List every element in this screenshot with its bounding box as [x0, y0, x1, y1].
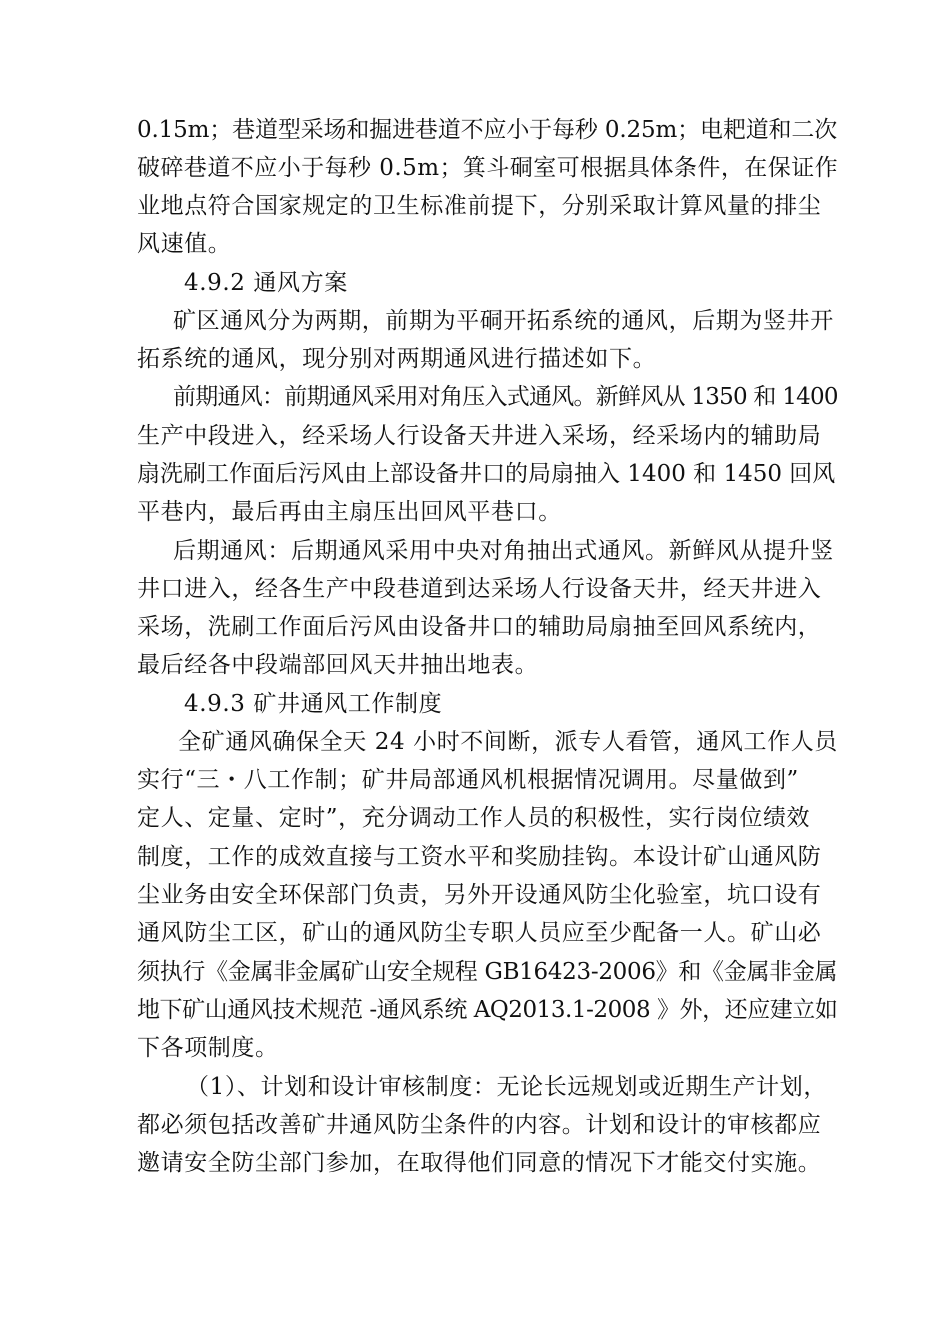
system-line-5: 尘业务由安全环保部门负责，另外开设通风防尘化验室，坑口设有	[137, 882, 822, 908]
system-line-4: 制度，工作的成效直接与工资水平和奖励挂钩。本设计矿山通风防	[137, 844, 822, 870]
overview-line-1: 矿区通风分为两期，前期为平硐开拓系统的通风，后期为竖井开	[173, 308, 834, 334]
late-ventilation-line-3: 采场，洗刷工作面后污风由设备井口的辅助局扇抽至回风系统内，	[137, 614, 822, 640]
system-line-8: 地下矿山通风技术规范 -通风系统 AQ2013.1-2008 》外，还应建立如	[137, 997, 838, 1023]
late-ventilation-line-2: 井口进入，经各生产中段巷道到达采场人行设备天井，经天井进入	[137, 576, 822, 602]
system-line-6: 通风防尘工区，矿山的通风防尘专职人员应至少配备一人。矿山必	[137, 920, 822, 946]
system-line-1: 全矿通风确保全天 24 小时不间断，派专人看管，通风工作人员	[178, 729, 838, 755]
late-ventilation-line-1: 后期通风：后期通风采用中央对角抽出式通风。新鲜风从提升竖	[173, 538, 834, 564]
section-heading-4-9-3: 4.9.3 矿井通风工作制度	[184, 691, 443, 717]
late-ventilation-line-4: 最后经各中段端部回风天井抽出地表。	[137, 652, 539, 678]
item-1-line-1: （1）、计划和设计审核制度：无论长远规划或近期生产计划，	[186, 1074, 827, 1100]
intro-line-2: 破碎巷道不应小于每秒 0.5m；箕斗硐室可根据具体条件，在保证作	[137, 155, 839, 181]
system-line-2: 实行“三・八工作制；矿井局部通风机根据情况调用。尽量做到”	[137, 767, 799, 793]
early-ventilation-line-2: 生产中段进入，经采场人行设备天井进入采场，经采场内的辅助局	[137, 423, 822, 449]
system-line-3: 定人、定量、定时”，充分调动工作人员的积极性，实行岗位绩效	[137, 805, 811, 831]
intro-line-3: 业地点符合国家规定的卫生标准前提下，分别采取计算风量的排尘	[137, 193, 822, 219]
item-1-line-2: 都必须包括改善矿井通风防尘条件的内容。计划和设计的审核都应	[137, 1112, 822, 1138]
item-1-line-3: 邀请安全防尘部门参加，在取得他们同意的情况下才能交付实施。	[137, 1150, 822, 1176]
early-ventilation-line-3: 扇洗刷工作面后污风由上部设备井口的局扇抽入 1400 和 1450 回风	[137, 461, 836, 487]
intro-line-1: 0.15m；巷道型采场和掘进巷道不应小于每秒 0.25m；电耙道和二次	[137, 117, 838, 143]
section-heading-4-9-2: 4.9.2 通风方案	[184, 270, 348, 296]
early-ventilation-line-4: 平巷内，最后再由主扇压出回风平巷口。	[137, 499, 562, 525]
early-ventilation-line-1: 前期通风：前期通风采用对角压入式通风。新鲜风从 1350 和 1400	[173, 384, 838, 410]
intro-line-4: 风速值。	[137, 231, 232, 257]
overview-line-2: 拓系统的通风，现分别对两期通风进行描述如下。	[137, 346, 657, 372]
system-line-9: 下各项制度。	[137, 1035, 279, 1061]
system-line-7: 须执行《金属非金属矿山安全规程 GB16423-2006》和《金属非金属	[137, 959, 838, 985]
